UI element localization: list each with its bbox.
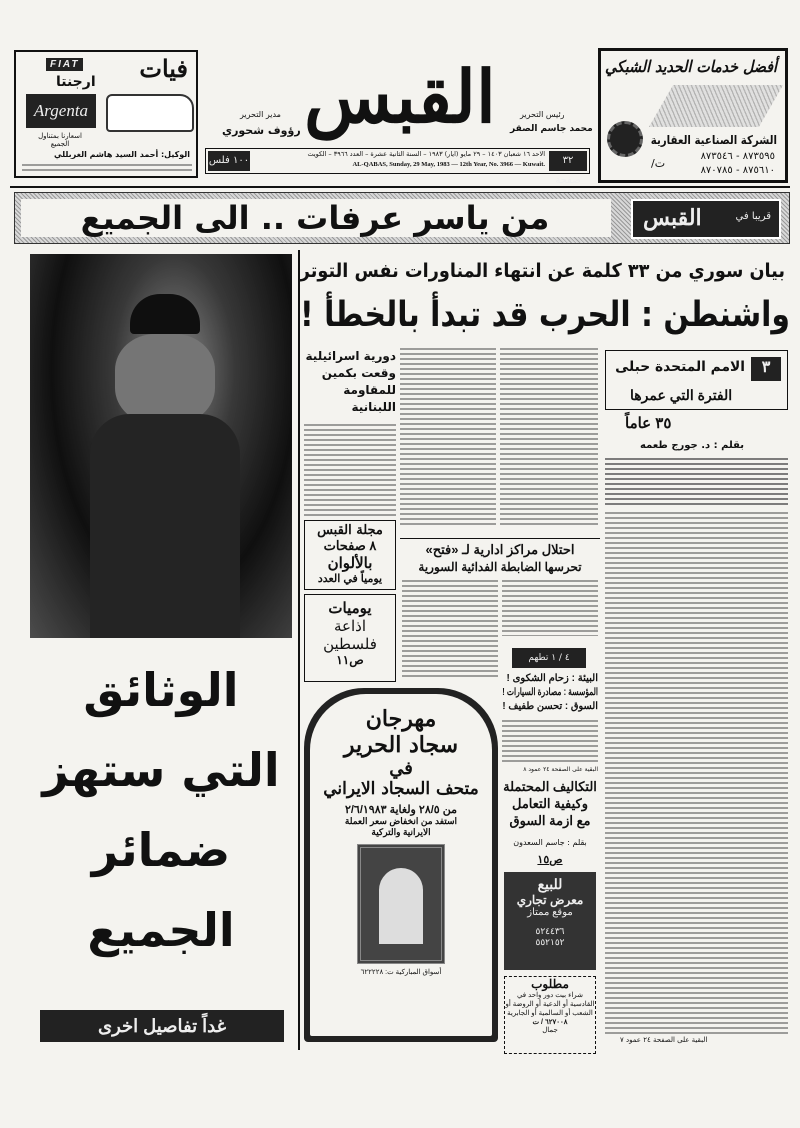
ad-carpet xyxy=(304,688,498,1042)
ad-fiat xyxy=(14,50,198,178)
side-story-body xyxy=(304,424,396,516)
column-item: المؤسسة : مصادرة السيارات ! xyxy=(502,687,598,698)
documents-tomorrow: غداً تفاصيل اخرى xyxy=(40,1010,284,1042)
lead-kicker: بيان سوري من ٣٣ كلمة عن انتهاء المناورات نفس التوتر xyxy=(299,260,785,282)
promo-diaries-line3: فلسطين xyxy=(323,636,377,653)
promo-diaries[interactable] xyxy=(304,594,396,682)
promo-diaries-page: ص١١ xyxy=(336,653,364,667)
ad-steel-phone-label: ت/ xyxy=(651,157,666,170)
ad-carpet-line1: مهرجان xyxy=(365,706,437,732)
promo-magazine-title: مجلة القبس xyxy=(317,523,383,538)
market-byline: بقلم : جاسم السعدون xyxy=(513,838,587,847)
date-english: AL-QABAS, Sunday, 29 May, 1983 — 12th Year, No. 3966 — Kuwait. xyxy=(352,161,545,168)
company-logo-icon xyxy=(607,121,643,157)
ad-wanted xyxy=(504,976,596,1054)
ad-fiat-model-ar: ارجنتا xyxy=(56,74,96,90)
un-series-intro xyxy=(605,458,788,506)
column-body xyxy=(502,720,598,764)
editor-name: محمد جاسم الصقر xyxy=(510,124,593,134)
promo-diaries-line2: اذاعة xyxy=(333,618,366,635)
promo-magazine-line2: بالألوان xyxy=(327,555,373,572)
manager-label: مدير التحرير xyxy=(240,110,281,119)
fatah-headline-2: تحرسها الضابطة الفدائية السورية xyxy=(418,560,582,574)
dateline-bar xyxy=(205,148,590,186)
ad-fiat-brand-en: FIAT xyxy=(46,58,83,71)
ad-for-sale-title: للبيع xyxy=(537,876,563,892)
column-tag: ٤ / ١ تطهم xyxy=(512,648,586,668)
ad-fiat-address xyxy=(22,164,192,174)
documents-line2: التي ستهز xyxy=(42,743,280,797)
un-series-continued: البقية على الصفحة ٢٤ عمود ٧ xyxy=(620,1036,708,1044)
ad-wanted-title: مطلوب xyxy=(531,977,569,991)
column-continued: البقية على الصفحة ٢٤ عمود ٨ xyxy=(523,766,598,773)
un-series-byline: بقلم : د. جورج طعمه xyxy=(640,440,745,451)
steel-mesh-image xyxy=(649,85,783,127)
ad-fiat-dealer: الوكيل: أحمد السيد هاشم الغربللي xyxy=(54,150,190,159)
column-items xyxy=(502,672,598,714)
banner-tag-small: قريبا في xyxy=(735,211,771,222)
ad-fiat-tagline: اسعارنا بمتناول الجميع xyxy=(38,132,82,148)
carpet-image xyxy=(357,844,445,964)
un-series-title-2: ٣٥ عاماً xyxy=(625,415,672,432)
header-rule xyxy=(10,186,790,188)
ad-for-sale-phone2: ٥٥٢١٥٢ xyxy=(535,937,565,947)
ad-steel-phones-2: ٨٧٥٦١٠ - ٨٧٠٧٨٥ xyxy=(700,165,775,176)
fatah-body-2 xyxy=(402,580,498,680)
promo-magazine[interactable] xyxy=(304,520,396,590)
ad-carpet-footer: أسواق المباركية ت: ٦٢٢٢٢٨ xyxy=(360,969,442,976)
column-item: البيئة : زحام الشكوى ! xyxy=(506,673,598,684)
ad-for-sale-line1: معرض تجاري xyxy=(516,893,584,907)
side-story-headline: دورية اسرائيلية وقعت بكمين للمقاومة اللبنانية xyxy=(305,349,396,414)
ad-fiat-brand-ar: فيات xyxy=(139,54,188,83)
ad-wanted-phone: ٦٢٧٠٠٨ / ت xyxy=(532,1019,568,1026)
ad-for-sale xyxy=(504,872,596,970)
divider xyxy=(400,538,600,539)
masthead-logo: القبس xyxy=(304,54,496,139)
ad-steel-company: الشركة الصناعية العقارية xyxy=(650,133,777,147)
ad-steel xyxy=(598,48,788,183)
ad-carpet-line4: متحف السجاد الايراني xyxy=(323,779,479,799)
banner-tag: القبس xyxy=(643,205,702,231)
promo-magazine-line1: ٨ صفحات xyxy=(323,538,377,553)
fatah-headline-1: احتلال مراكز ادارية لـ «فتح» xyxy=(425,542,575,557)
documents-headline xyxy=(30,650,292,970)
fatah-body-1 xyxy=(502,580,598,636)
un-series-body xyxy=(605,512,788,1034)
un-series-title-1: الفترة التي عمرها xyxy=(630,387,733,403)
market-line3: مع ازمة السوق xyxy=(509,813,591,828)
documents-line3: ضمائر xyxy=(91,823,231,877)
column-item: السوق : تحسن طفيف ! xyxy=(502,701,598,712)
banner-headline: من ياسر عرفات .. الى الجميع xyxy=(80,199,550,237)
market-line2: وكيفية التعامل xyxy=(511,796,588,811)
editor-label: رئيس التحرير xyxy=(520,110,565,119)
ad-for-sale-line2: موقع ممتاز xyxy=(527,907,573,918)
promo-magazine-line3: يومياً في العدد xyxy=(317,573,383,585)
un-series-number: ٣ xyxy=(751,357,781,381)
documents-line4: الجميع xyxy=(87,903,235,957)
ad-wanted-contact: جمال xyxy=(542,1027,558,1034)
manager-name: رؤوف شحوري xyxy=(222,124,301,137)
ad-for-sale-phone1: ٥٢٤٤٣٦ xyxy=(535,926,565,936)
date-arabic: الاحد ١٦ شعبان ١٤٠٣ – ٢٩ مايو (ايار) ١٩٨٣ – السنة الثانية عشرة – العدد ٣٩٦٦ – الكويت xyxy=(307,150,545,158)
car-image xyxy=(106,94,194,132)
ad-carpet-line2: سجاد الحرير xyxy=(343,732,459,758)
pages-count: ٣٢ صفحة xyxy=(549,151,587,171)
lead-headline: واشنطن : الحرب قد تبدأ بالخطأ ! xyxy=(300,295,790,335)
divider xyxy=(298,250,300,1050)
market-line1: التكاليف المحتملة xyxy=(503,779,597,794)
arafat-photo xyxy=(30,254,292,638)
promo-diaries-line1: يوميات xyxy=(328,600,372,617)
ad-carpet-line3: في xyxy=(389,758,413,779)
price: ١٠٠ فلس xyxy=(208,151,250,171)
ad-fiat-model-en: Argenta xyxy=(26,94,96,128)
ad-carpet-offer1: استفد من انخفاض سعر العملة xyxy=(344,816,458,826)
banner-tag-box xyxy=(631,199,781,239)
market-page: ص١٥ xyxy=(537,854,563,866)
ad-carpet-dates: من ٢٨/٥ ولغاية ٢/٦/١٩٨٣ xyxy=(344,804,458,816)
un-series-box xyxy=(605,350,788,410)
lead-body-col-1 xyxy=(500,348,598,528)
ad-steel-title: أفضل خدمات الحديد الشبكي xyxy=(604,57,777,76)
ad-carpet-offer2: الايرانية والتركية xyxy=(371,827,431,837)
documents-line1: الوثائق xyxy=(83,663,239,717)
ad-wanted-body: شراء بيت دور واحد في القادسية أو الدعية أو الروضة أو الشعب أو السالمية أو الجابرية xyxy=(505,992,595,1017)
banner xyxy=(14,192,790,244)
un-series-label: الامم المتحدة حبلى xyxy=(615,359,745,375)
lead-body-col-2 xyxy=(400,348,496,528)
ad-steel-phones: ٨٧٣٥٩٥ - ٨٧٣٥٤٦ xyxy=(700,151,775,162)
market-headline xyxy=(502,778,598,829)
